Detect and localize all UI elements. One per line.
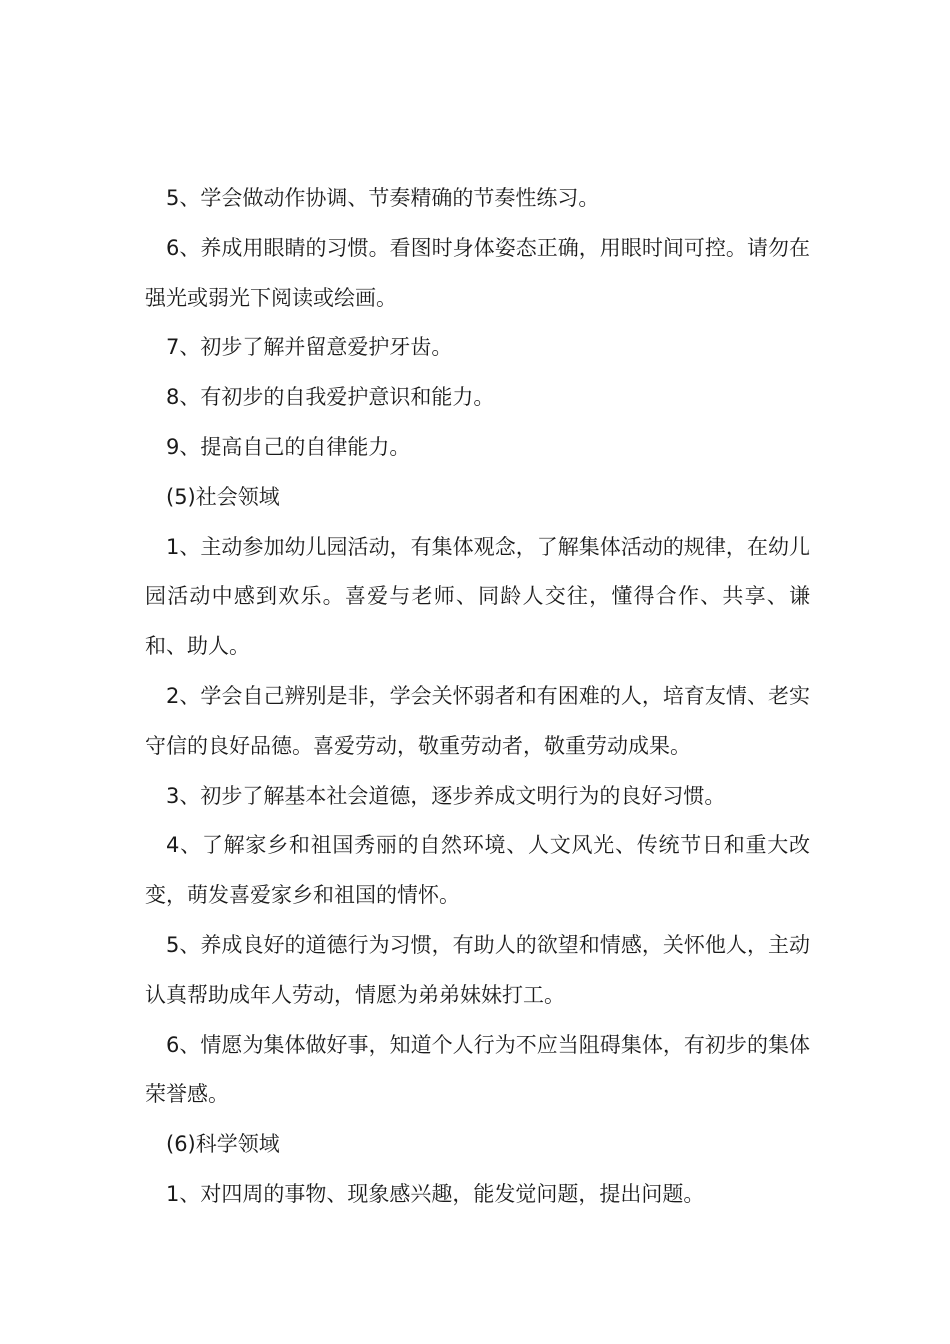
section-heading-social: (5)社会领域 bbox=[166, 484, 280, 509]
paragraph-4: 8、有初步的自我爱护意识和能力。 bbox=[166, 385, 495, 410]
document-body bbox=[145, 174, 810, 1220]
paragraph-10: 5、养成良好的道德行为习惯，有助人的欲望和情感，关怀他人，主动认真帮助成年人劳动，情愿为弟弟妹妹打工。 bbox=[145, 932, 810, 1007]
paragraph-12: 1、对四周的事物、现象感兴趣，能发觉问题，提出问题。 bbox=[166, 1181, 705, 1206]
paragraph-8: 3、初步了解基本社会道德，逐步养成文明行为的良好习惯。 bbox=[166, 783, 726, 808]
paragraph-3: 7、初步了解并留意爱护牙齿。 bbox=[166, 335, 453, 360]
paragraph-11: 6、情愿为集体做好事，知道个人行为不应当阻碍集体，有初步的集体荣誉感。 bbox=[145, 1032, 810, 1107]
paragraph-9: 4、了解家乡和祖国秀丽的自然环境、人文风光、传统节日和重大改变，萌发喜爱家乡和祖国的情怀。 bbox=[145, 833, 810, 908]
paragraph-7: 2、学会自己辨别是非，学会关怀弱者和有困难的人，培育友情、老实守信的良好品德。喜爱劳动，敬重劳动者，敬重劳动成果。 bbox=[145, 683, 810, 758]
paragraph-1: 5、学会做动作协调、节奏精确的节奏性练习。 bbox=[166, 186, 600, 210]
paragraph-5: 9、提高自己的自律能力。 bbox=[166, 434, 411, 459]
paragraph-6: 1、主动参加幼儿园活动，有集体观念，了解集体活动的规律，在幼儿园活动中感到欢乐。喜爱与老师、同龄人交往，懂得合作、共享、谦和、助人。 bbox=[145, 534, 810, 659]
paragraph-2: 6、养成用眼睛的习惯。看图时身体姿态正确，用眼时间可控。请勿在强光或弱光下阅读或绘画。 bbox=[145, 235, 810, 310]
section-heading-science: (6)科学领域 bbox=[166, 1132, 280, 1157]
